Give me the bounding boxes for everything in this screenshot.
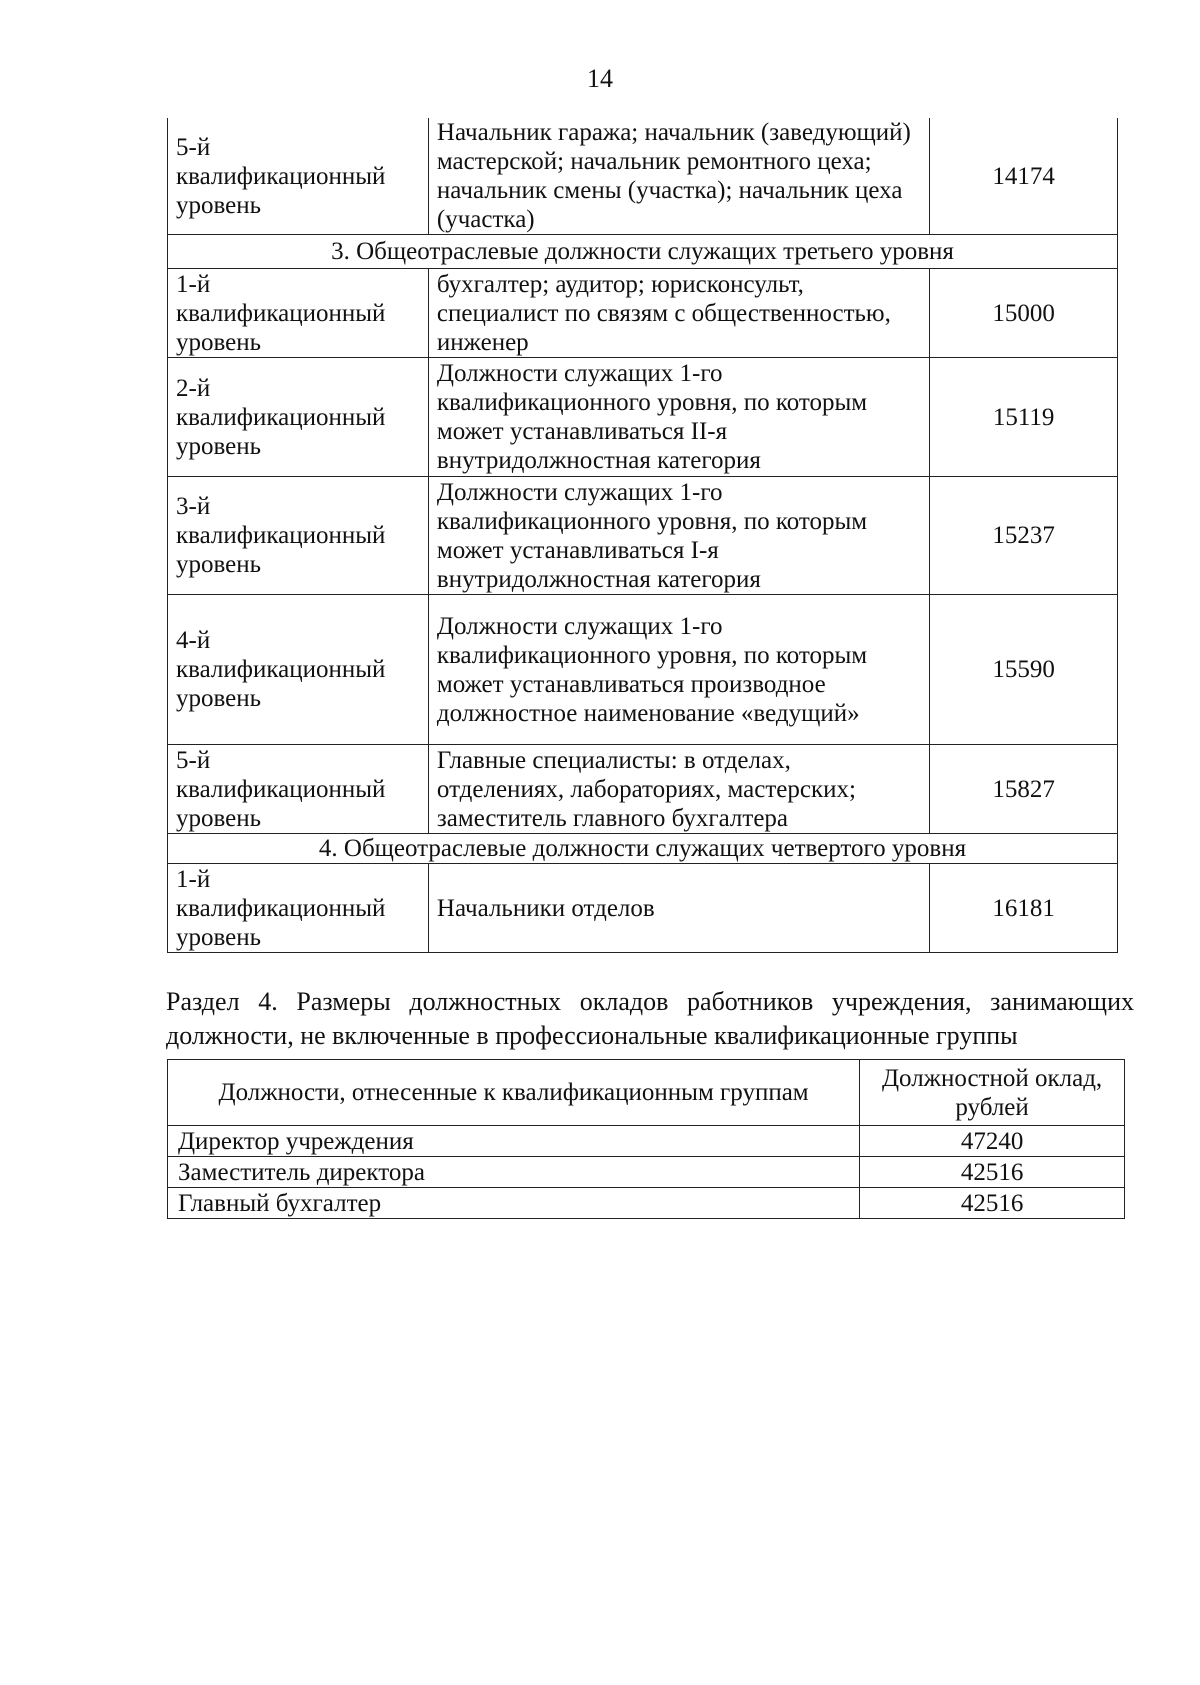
group-header-row: [168, 834, 1118, 864]
level-cell: 4-й квалификационный уровень: [168, 595, 429, 745]
salary-cell: 15827: [930, 745, 1118, 834]
positions-cell: Должности служащих 1-го квалификационного уровня, по которым может устанавливаться I-я внутридолжностная категория: [428, 477, 929, 595]
table-row: [168, 864, 1118, 953]
salary-cell: 15119: [930, 358, 1118, 477]
positions-cell: Должности служащих 1-го квалификационного уровня, по которым может устанавливаться производное должностное наименование «ведущий»: [428, 595, 929, 745]
level-cell: 1-й квалификационный уровень: [168, 269, 429, 358]
other-positions-table: [167, 1059, 1125, 1219]
table-row: [168, 1126, 1125, 1157]
section-4-heading: Раздел 4. Размеры должностных окладов работников учреждения, занимающих должности, не включенные в профессиональные квалификационные группы: [166, 987, 1134, 1050]
position-name-cell: Директор учреждения: [168, 1126, 860, 1157]
table-row: [168, 1157, 1125, 1188]
qualification-levels-table: [167, 118, 1118, 953]
table-row: [168, 118, 1118, 235]
salary-cell: 15000: [930, 269, 1118, 358]
level-cell: 5-й квалификационный уровень: [168, 118, 429, 235]
salary-cell: 15590: [930, 595, 1118, 745]
salary-cell: 14174: [930, 118, 1118, 235]
salary-cell: 47240: [860, 1126, 1125, 1157]
table-row: [168, 1188, 1125, 1219]
salary-cell: 42516: [860, 1188, 1125, 1219]
position-name-cell: Заместитель директора: [168, 1157, 860, 1188]
table-row: [168, 595, 1118, 745]
positions-cell: Начальник гаража; начальник (заведующий) мастерской; начальник ремонтного цеха; начальник смены (участка); начальник цеха (участка): [428, 118, 929, 235]
salary-cell: 16181: [930, 864, 1118, 953]
group-title: 4. Общеотраслевые должности служащих четвертого уровня: [168, 834, 1118, 864]
column-header-salary: Должностной оклад, рублей: [860, 1060, 1125, 1126]
group-title: 3. Общеотраслевые должности служащих третьего уровня: [168, 235, 1118, 269]
table-row: [168, 358, 1118, 477]
table-header-row: [168, 1060, 1125, 1126]
page-number: 14: [587, 64, 613, 93]
level-cell: 1-й квалификационный уровень: [168, 864, 429, 953]
group-header-row: [168, 235, 1118, 269]
level-cell: 5-й квалификационный уровень: [168, 745, 429, 834]
level-cell: 2-й квалификационный уровень: [168, 358, 429, 477]
column-header-positions: Должности, отнесенные к квалификационным группам: [168, 1060, 860, 1126]
position-name-cell: Главный бухгалтер: [168, 1188, 860, 1219]
level-cell: 3-й квалификационный уровень: [168, 477, 429, 595]
table-row: [168, 269, 1118, 358]
table-row: [168, 745, 1118, 834]
positions-cell: бухгалтер; аудитор; юрисконсульт, специалист по связям с общественностью, инженер: [428, 269, 929, 358]
positions-cell: Главные специалисты: в отделах, отделениях, лабораториях, мастерских; заместитель главного бухгалтера: [428, 745, 929, 834]
positions-cell: Начальники отделов: [428, 864, 929, 953]
table-row: [168, 477, 1118, 595]
salary-cell: 15237: [930, 477, 1118, 595]
salary-cell: 42516: [860, 1157, 1125, 1188]
positions-cell: Должности служащих 1-го квалификационного уровня, по которым может устанавливаться II-я внутридолжностная категория: [428, 358, 929, 477]
